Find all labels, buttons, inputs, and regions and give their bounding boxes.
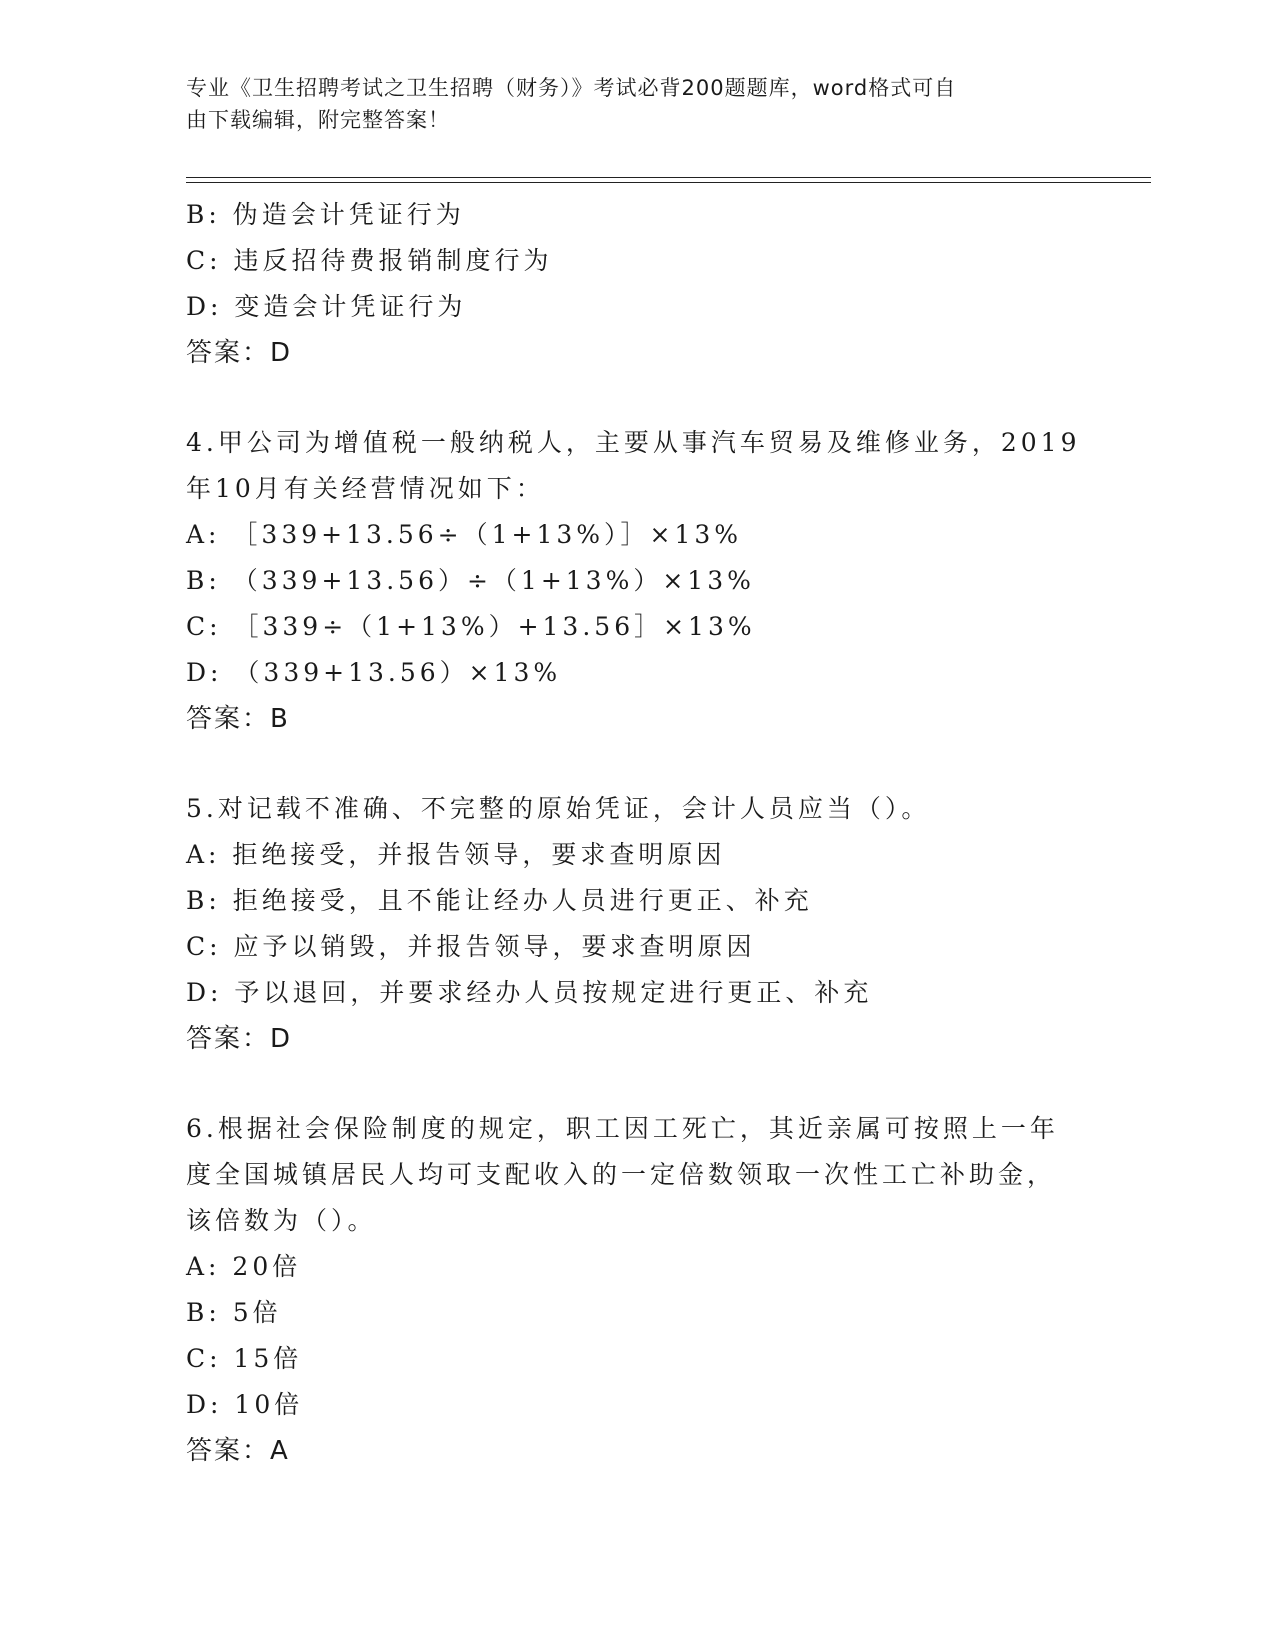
option-c: C: 应予以销毁，并报告领导，要求查明原因 bbox=[186, 932, 756, 961]
question-text-line: 6.根据社会保险制度的规定，职工因工死亡，其近亲属可按照上一年 bbox=[186, 1114, 1059, 1143]
header-rule-top bbox=[186, 177, 1151, 178]
spacer bbox=[186, 1062, 1086, 1106]
option-b: B: （339+13.56）÷（1+13%）×13% bbox=[186, 566, 755, 595]
option-a: A: 拒绝接受，并报告领导，要求查明原因 bbox=[186, 840, 726, 869]
answer: 答案：D bbox=[186, 1024, 293, 1054]
spacer bbox=[186, 742, 1086, 786]
answer: 答案：D bbox=[186, 338, 293, 368]
question-text-line: 4.甲公司为增值税一般纳税人，主要从事汽车贸易及维修业务，2019 bbox=[186, 428, 1081, 457]
header-line-1: 专业《卫生招聘考试之卫生招聘（财务）》考试必背200题题库，word格式可自 bbox=[186, 76, 957, 100]
question-text-line: 年10月有关经营情况如下： bbox=[186, 474, 545, 503]
option-b: B: 5倍 bbox=[186, 1298, 282, 1327]
header-line-2: 由下载编辑，附完整答案！ bbox=[186, 108, 450, 132]
question-partial bbox=[186, 192, 1086, 376]
option-b: B: 伪造会计凭证行为 bbox=[186, 200, 465, 229]
answer: 答案：B bbox=[186, 704, 290, 734]
header-rule-bottom bbox=[186, 182, 1151, 183]
document-body bbox=[186, 192, 1086, 1474]
question-4 bbox=[186, 420, 1086, 742]
option-d: D: 10倍 bbox=[186, 1390, 304, 1419]
option-c: C: 违反招待费报销制度行为 bbox=[186, 246, 553, 275]
page-header bbox=[186, 72, 1086, 136]
question-text-line: 度全国城镇居民人均可支配收入的一定倍数领取一次性工亡补助金， bbox=[186, 1160, 1057, 1189]
question-text-line: 5.对记载不准确、不完整的原始凭证，会计人员应当（）。 bbox=[186, 794, 931, 823]
question-text-line: 该倍数为（）。 bbox=[186, 1206, 377, 1235]
answer: 答案：A bbox=[186, 1436, 290, 1466]
question-6 bbox=[186, 1106, 1086, 1474]
option-a: A: ［339+13.56÷（1+13%）］×13% bbox=[186, 520, 743, 549]
option-d: D: 予以退回，并要求经办人员按规定进行更正、补充 bbox=[186, 978, 873, 1007]
option-d: D: 变造会计凭证行为 bbox=[186, 292, 467, 321]
spacer bbox=[186, 376, 1086, 420]
option-c: C: ［339÷（1+13%）+13.56］×13% bbox=[186, 612, 756, 641]
question-5 bbox=[186, 786, 1086, 1062]
option-a: A: 20倍 bbox=[186, 1252, 302, 1281]
option-b: B: 拒绝接受，且不能让经办人员进行更正、补充 bbox=[186, 886, 813, 915]
option-c: C: 15倍 bbox=[186, 1344, 303, 1373]
option-d: D: （339+13.56）×13% bbox=[186, 658, 562, 687]
